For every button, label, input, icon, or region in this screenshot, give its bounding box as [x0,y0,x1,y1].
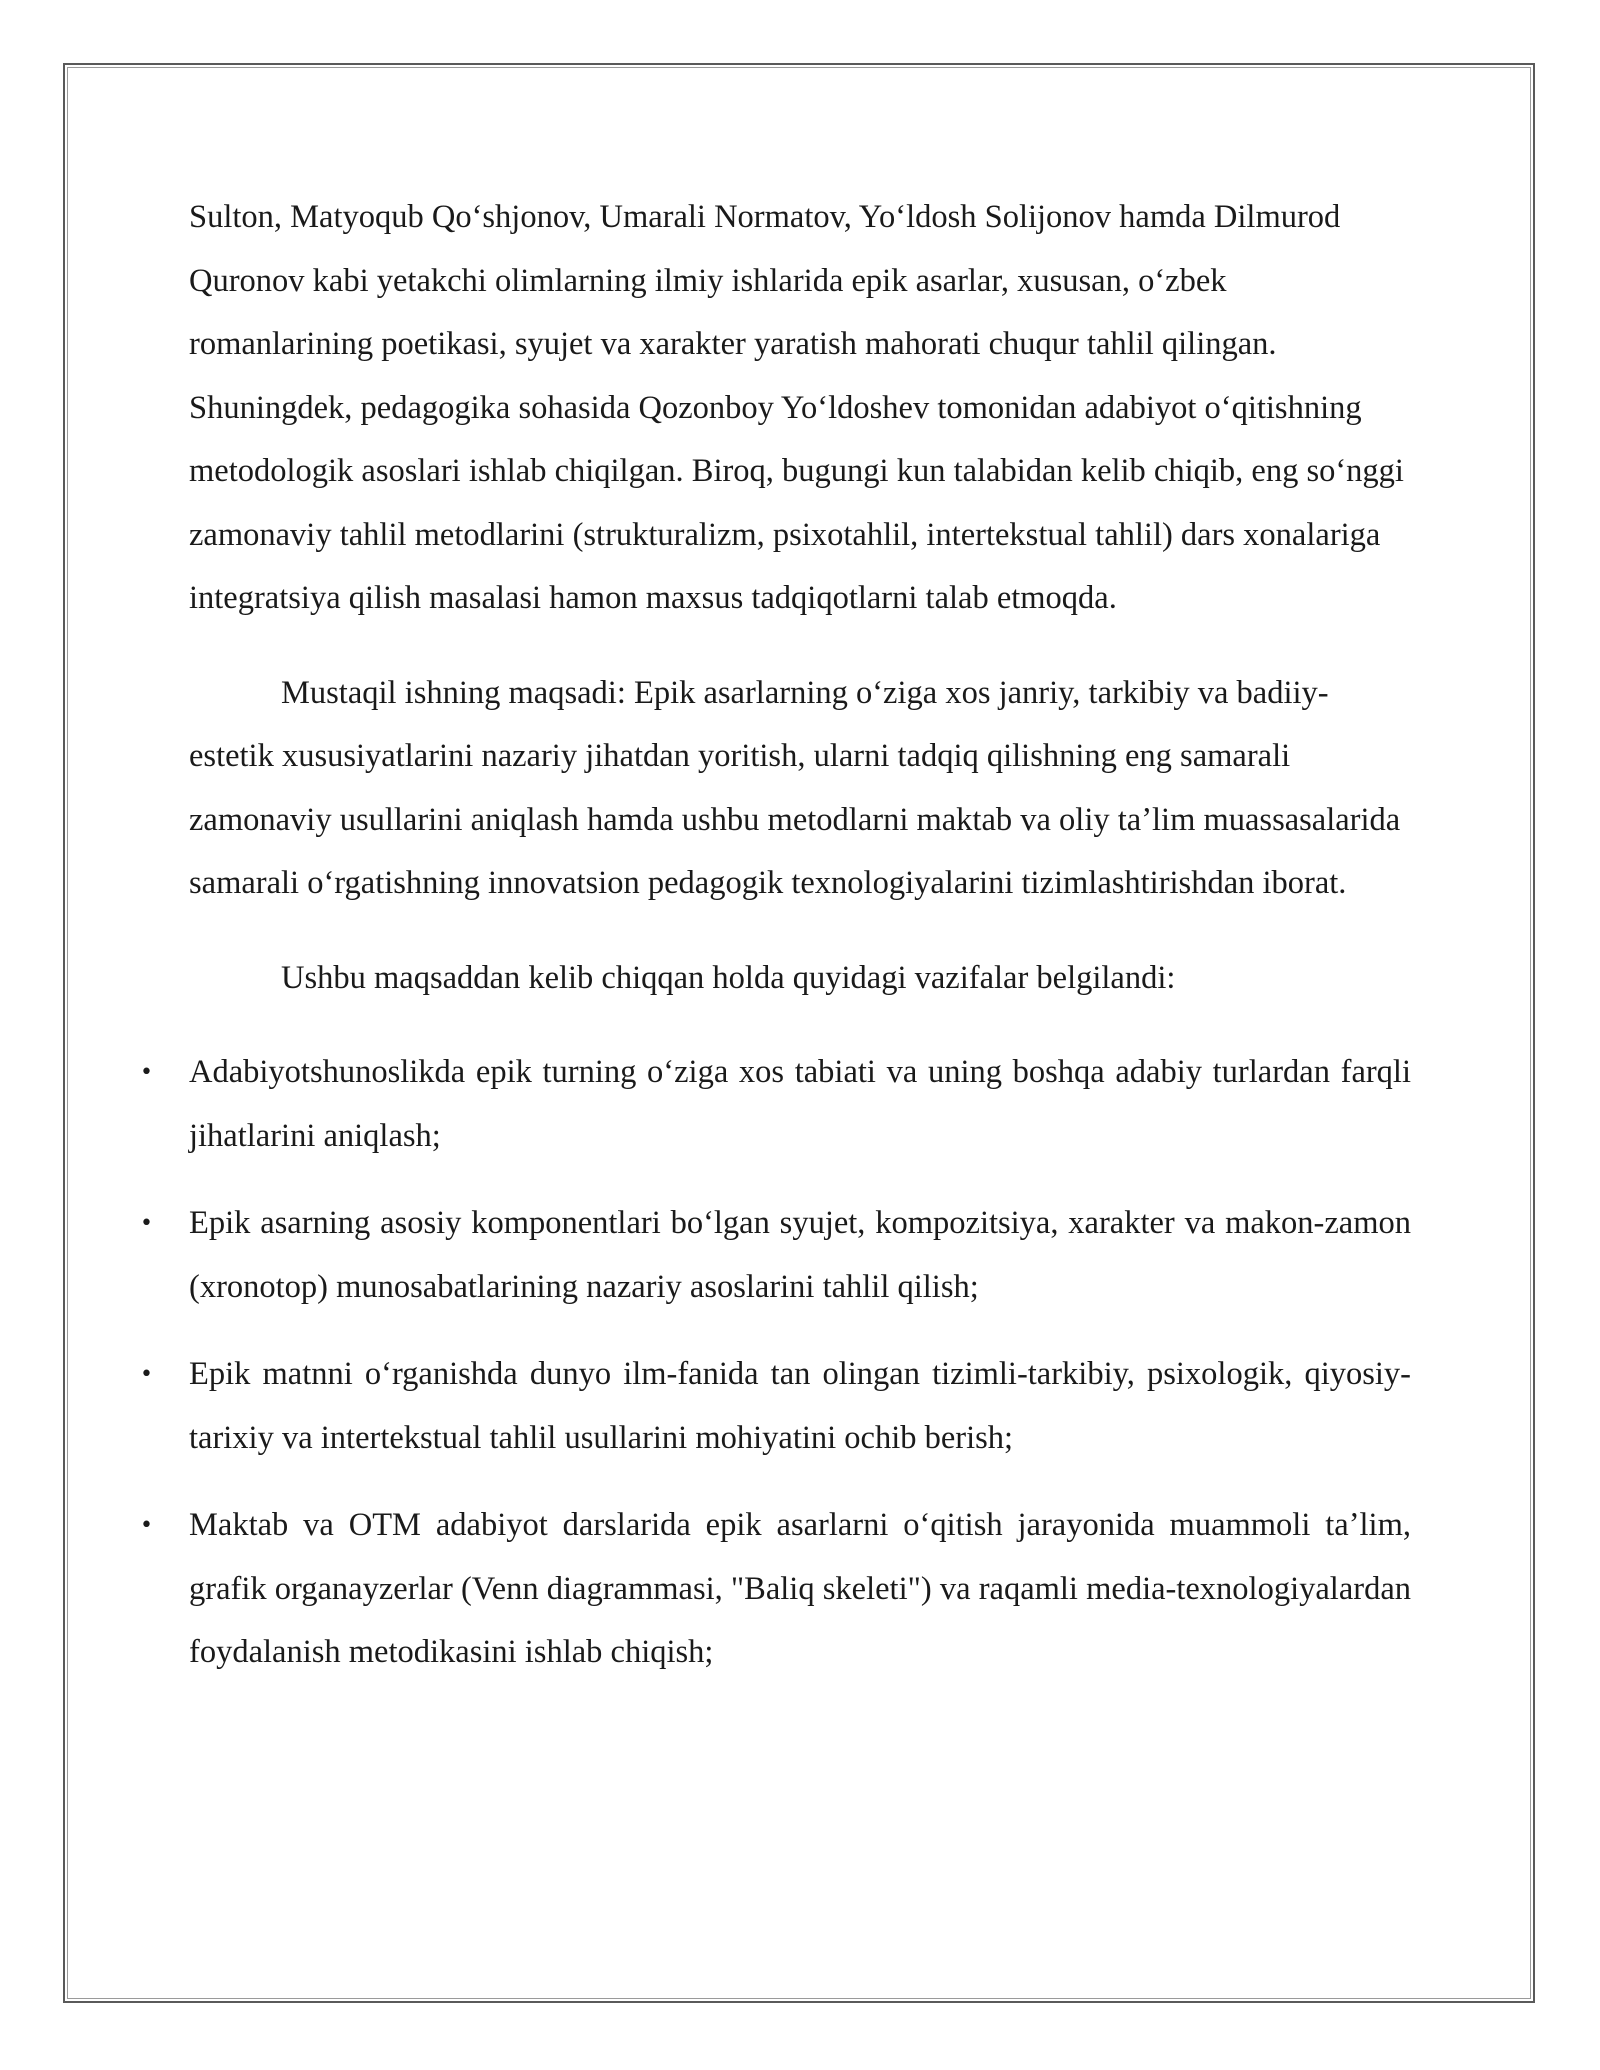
bullet-icon: • [140,1060,153,1085]
list-item-text: Adabiyotshunoslikda epik turning oʻziga xos tabiati va uning boshqa adabiy turlardan farqli jihatlarini aniqlash; [189,1054,1411,1154]
list-item [140,1343,1411,1470]
list-item-text: Maktab va OTM adabiyot darslarida epik asarlarni oʻqitish jarayonida muammoli taʼlim, grafik organayzerlar (Venn diagrammasi, "Baliq skeleti") va raqamli media-texnologiyalardan foydalanish metodikasini ishlab chiqish; [189,1507,1411,1670]
bullet-icon: • [140,1513,153,1538]
list-item [140,1041,1411,1168]
list-item [140,1494,1411,1685]
paragraph-tasks-intro: Ushbu maqsaddan kelib chiqqan holda quyidagi vazifalar belgilandi: [281,959,1176,996]
list-item-text: Epik asarning asosiy komponentlari boʻlgan syujet, kompozitsiya, xarakter va makon-zamon (xronotop) munosabatlarining nazariy asoslarini tahlil qilish; [189,1205,1411,1305]
document-body [140,186,1411,1685]
bullet-icon: • [140,1211,153,1236]
list-item [140,1192,1411,1319]
paragraph-research-goal: Mustaqil ishning maqsadi: Epik asarlarning oʻziga xos janriy, tarkibiy va badiiy-estetik xususiyatlarini nazariy jihatdan yoritish, ularni tadqiq qilishning eng samarali zamonaviy usullarini aniqlash hamda ushbu metodlarni maktab va oliy taʼlim muassasalarida samarali oʻrgatishning innovatsion pedagogik texnologiyalarini tizimlashtirishdan iborat. [189,674,1401,901]
bullet-icon: • [140,1362,153,1387]
tasks-list [140,1041,1411,1685]
paragraph-scholars-overview: Sulton, Matyoqub Qoʻshjonov, Umarali Normatov, Yoʻldosh Solijonov hamda Dilmurod Quronov kabi yetakchi olimlarning ilmiy ishlarida epik asarlar, xususan, oʻzbek romanlarining poetikasi, syujet va xarakter yaratish mahorati chuqur tahlil qilingan. Shuningdek, pedagogika sohasida Qozonboy Yoʻldoshev tomonidan adabiyot oʻqitishning metodologik asoslari ishlab chiqilgan. Biroq, bugungi kun talabidan kelib chiqib, eng soʻnggi zamonaviy tahlil metodlarini (strukturalizm, psixotahlil, intertekstual tahlil) dars xonalariga integratsiya qilish masalasi hamon maxsus tadqiqotlarni talab etmoqda. [189,199,1404,616]
list-item-text: Epik matnni oʻrganishda dunyo ilm-fanida tan olingan tizimli-tarkibiy, psixologik, qiyosiy-tarixiy va intertekstual tahlil usullarini mohiyatini ochib berish; [189,1356,1411,1456]
